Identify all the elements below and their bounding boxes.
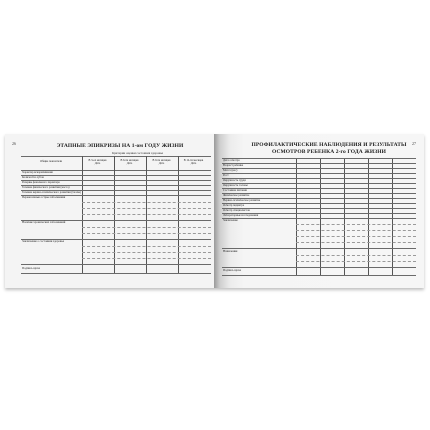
row-label: Подпись врача [223,268,242,272]
table-border-top [21,156,211,157]
header-period-2: В 6-ти месяцев Дата [120,159,139,166]
row-label: Состояние питания [223,188,247,192]
table-border-top [222,158,416,159]
header-period-3: В 9-ти месяцев Дата [152,159,171,166]
col-divider [320,158,321,276]
row-line [222,248,416,249]
row-line [222,208,416,209]
row-line [296,242,416,243]
row-line [296,261,416,262]
left-page [5,134,214,288]
row-label: Нервно-психическое развитие [223,198,261,202]
left-page-table [21,156,211,274]
row-line [222,178,416,179]
row-label: Количество зубов [22,175,44,179]
row-line [222,193,416,194]
right-page-title-line1: ПРОФИЛАКТИЧЕСКИЕ НАБЛЮДЕНИЯ И РЕЗУЛЬТАТЫ [251,142,407,148]
row-line [82,208,211,209]
row-line [82,246,211,247]
row-line [82,214,211,215]
row-label: Лабораторные исследования [223,213,259,217]
row-label: Возраст ребенка [223,163,244,167]
table-border-bottom [21,273,211,274]
header-period-4: В 12-ти месяцев Дата [183,159,204,166]
row-line [222,163,416,164]
row-label: Осмотр специалистов [223,208,250,212]
row-label: Заключение о состоянии здоровья [22,239,64,243]
right-page [214,134,424,288]
row-label: Характер вскармливания [22,170,53,174]
row-line [222,168,416,169]
row-line [296,236,416,237]
row-line [222,267,416,268]
row-label: Окружность груди [223,178,246,182]
col-divider [82,156,83,274]
row-line [21,175,211,176]
col-divider [368,158,369,276]
row-line [21,264,211,265]
right-page-number: 27 [412,141,416,146]
row-line [82,252,211,253]
header-first-col: Общие показатели [39,160,63,163]
row-label: Рост [223,173,229,177]
col-divider [392,158,393,276]
left-page-number: 26 [12,141,16,146]
row-label: Осмотр педиатра [223,203,245,207]
row-label: Физическое развитие [223,193,250,197]
header-period-1: В 3-ох месяцев Дата [88,159,107,166]
right-page-table [222,158,416,276]
table-border-bottom [222,275,416,276]
row-label: Назначения [223,249,238,253]
row-line [82,202,211,203]
row-label: Течение нервно-психического развития (баллы) [22,190,81,194]
row-line [222,203,416,204]
row-line [82,233,211,234]
row-label: Масса (вес) [223,168,238,172]
row-label: Дата осмотра [223,158,240,162]
row-label: Течение физического развития (масса) [22,185,70,189]
right-page-title-line2: ОСМОТРОВ РЕБЕНКА 2-го ГОДА ЖИЗНИ [272,149,386,155]
row-line [296,255,416,256]
row-label: Перенесенные острые заболевания [22,195,66,199]
row-label: Заключение [223,218,238,222]
row-label: Резервы фекального характера [22,180,60,184]
col-divider [114,156,115,274]
row-label: Наличие хронических заболеваний [22,220,66,224]
row-line [222,183,416,184]
row-line [296,224,416,225]
col-divider [296,158,297,276]
row-label: Подпись врача [22,266,41,270]
row-line [222,188,416,189]
notebook-spread [5,134,424,288]
col-divider [344,158,345,276]
left-page-title: ЭТАПНЫЕ ЭПИКРИЗЫ НА 1-ом ГОДУ ЖИЗНИ [56,143,184,149]
row-line [82,258,211,259]
left-page-subtitle: Критерии оценки состояния здоровья [111,151,164,155]
col-divider [178,156,179,274]
row-line [222,173,416,174]
row-label: Окружность головы [223,183,248,187]
row-line [82,227,211,228]
row-line [296,230,416,231]
col-divider [146,156,147,274]
row-line [222,218,416,219]
